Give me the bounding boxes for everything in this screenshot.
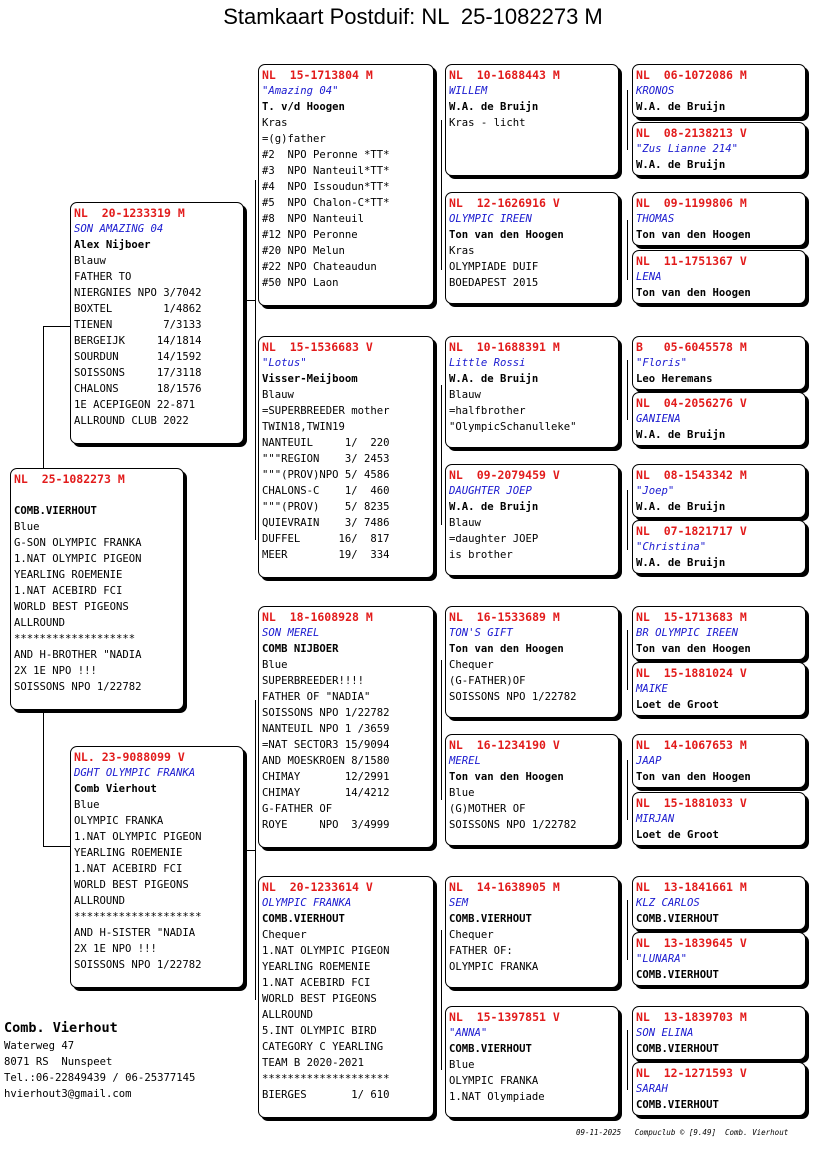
pigeon-name: "Zus Lianne 214" <box>636 143 739 155</box>
connector <box>627 220 628 280</box>
pedigree-card-gen3 <box>445 64 619 176</box>
card-detail-line: BIERGES 1/ 610 <box>262 1089 390 1101</box>
card-detail-line: FATHER TO <box>74 271 132 283</box>
ring-number: NL 10-1688391 M <box>449 340 560 354</box>
ring-number: NL 04-2056276 V <box>636 396 747 410</box>
ring-number: NL 13-1841661 M <box>636 880 747 894</box>
pigeon-name: DGHT OLYMPIC FRANKA <box>74 767 196 779</box>
ring-number: B 05-6045578 M <box>636 340 747 354</box>
card-detail-line: NIERGNIES NPO 3/7042 <box>74 287 202 299</box>
card-detail-line: OLYMPIC FRANKA <box>449 1075 539 1087</box>
pedigree-card-gen4 <box>632 64 806 118</box>
pigeon-name: "Floris" <box>636 357 688 369</box>
pigeon-name: MAIKE <box>636 683 668 695</box>
card-detail-line: 1.NAT Olympiade <box>449 1091 545 1103</box>
connector <box>255 180 256 540</box>
card-detail-line: TWIN18,TWIN19 <box>262 421 345 433</box>
pigeon-name: DAUGHTER JOEP <box>449 485 532 497</box>
card-detail-line: BERGEIJK 14/1814 <box>74 335 202 347</box>
connector <box>627 900 628 960</box>
breeder-address-line: 8071 RS Nunspeet <box>4 1056 113 1068</box>
pigeon-name: SARAH <box>636 1083 668 1095</box>
pedigree-card-gen4 <box>632 662 806 716</box>
pedigree-card-gen3 <box>445 192 619 304</box>
connector <box>441 930 442 1070</box>
card-detail-line: #20 NPO Melun <box>262 245 345 257</box>
ring-number: NL 20-1233319 M <box>74 206 185 220</box>
card-detail-line: OLYMPIC FRANKA <box>449 961 539 973</box>
footer-credit: 09-11-2025 Compuclub © [9.49] Comb. Vierhout <box>576 1128 789 1137</box>
owner-name: COMB.VIERHOUT <box>449 1043 532 1055</box>
owner-name: Comb Vierhout <box>74 783 157 795</box>
card-detail-line: 5.INT OLYMPIC BIRD <box>262 1025 377 1037</box>
pigeon-name: Little Rossi <box>449 357 526 369</box>
card-detail-line: ALLROUND CLUB 2022 <box>74 415 189 427</box>
owner-name: W.A. de Bruijn <box>636 159 726 171</box>
breeder-email[interactable]: hvierhout3@gmail.com <box>4 1088 132 1100</box>
owner-name: W.A. de Bruijn <box>449 501 539 513</box>
owner-name: COMB.VIERHOUT <box>262 913 345 925</box>
owner-name: Ton van den Hoogen <box>636 643 751 655</box>
card-detail-line: SOURDUN 14/1592 <box>74 351 202 363</box>
connector <box>255 700 256 1000</box>
pedigree-card-grandfather-paternal <box>258 64 434 306</box>
card-detail-line: AND H-SISTER "NADIA <box>74 927 196 939</box>
ring-number: NL 20-1233614 V <box>262 880 373 894</box>
card-detail-line: 2X 1E NPO !!! <box>74 943 157 955</box>
card-detail-line: #3 NPO Nanteuil*TT* <box>262 165 390 177</box>
owner-name: W.A. de Bruijn <box>449 373 539 385</box>
pigeon-name: MIRJAN <box>636 813 675 825</box>
card-detail-line: WORLD BEST PIGEONS <box>74 879 189 891</box>
pedigree-card-gen4 <box>632 520 806 574</box>
card-detail-line: Chequer <box>262 929 307 941</box>
owner-name: COMB NIJBOER <box>262 643 339 655</box>
owner-name: Ton van den Hoogen <box>636 229 751 241</box>
pigeon-name: "Amazing 04" <box>262 85 339 97</box>
connector <box>43 846 71 847</box>
connector <box>627 630 628 690</box>
card-detail-line: NANTEUIL 1/ 220 <box>262 437 390 449</box>
card-detail-line: Blue <box>74 799 100 811</box>
card-detail-line: 1.NAT OLYMPIC PIGEON <box>74 831 202 843</box>
owner-name: W.A. de Bruijn <box>636 101 726 113</box>
ring-number: NL 08-2138213 V <box>636 126 747 140</box>
owner-name: COMB.VIERHOUT <box>449 913 532 925</box>
card-detail-line: CHALONS-C 1/ 460 <box>262 485 390 497</box>
connector <box>43 708 44 846</box>
ring-number: NL 15-1397851 V <box>449 1010 560 1024</box>
card-detail-line: 1.NAT OLYMPIC PIGEON <box>14 553 142 565</box>
card-detail-line: WORLD BEST PIGEONS <box>262 993 377 1005</box>
card-detail-line: YEARLING ROEMENIE <box>262 961 371 973</box>
pedigree-card-gen4 <box>632 932 806 986</box>
card-detail-line: """(PROV) 5/ 8235 <box>262 501 390 513</box>
owner-name: COMB.VIERHOUT <box>14 505 97 517</box>
card-detail-line: ROYE NPO 3/4999 <box>262 819 390 831</box>
ring-number: NL 12-1271593 V <box>636 1066 747 1080</box>
pigeon-name: "Christina" <box>636 541 707 553</box>
connector <box>627 360 628 420</box>
ring-number: NL 18-1608928 M <box>262 610 373 624</box>
card-detail-line: TEAM B 2020-2021 <box>262 1057 365 1069</box>
card-detail-line: ******************** <box>262 1073 390 1085</box>
pedigree-card-father <box>70 202 244 444</box>
card-detail-line: #2 NPO Peronne *TT* <box>262 149 390 161</box>
card-detail-line: 2X 1E NPO !!! <box>14 665 97 677</box>
pigeon-name <box>14 487 180 503</box>
pedigree-card-grandfather-maternal <box>258 606 434 848</box>
pedigree-card-gen4 <box>632 792 806 846</box>
ring-number: NL 15-1713804 M <box>262 68 373 82</box>
breeder-address-line: Waterweg 47 <box>4 1040 75 1052</box>
card-detail-line: FATHER OF "NADIA" <box>262 691 371 703</box>
owner-name: Loet de Groot <box>636 699 719 711</box>
owner-name: COMB.VIERHOUT <box>636 1043 719 1055</box>
card-detail-line: SOISSONS NPO 1/22782 <box>14 681 142 693</box>
owner-name: Leo Heremans <box>636 373 713 385</box>
connector <box>244 850 255 851</box>
ring-number: NL 14-1638905 M <box>449 880 560 894</box>
pigeon-name: SON MEREL <box>262 627 320 639</box>
owner-name: Ton van den Hoogen <box>449 771 564 783</box>
pedigree-card-gen4 <box>632 392 806 446</box>
ring-number: NL 13-1839645 V <box>636 936 747 950</box>
pigeon-name: MEREL <box>449 755 481 767</box>
card-detail-line: Blue <box>449 787 475 799</box>
card-detail-line: Kras <box>262 117 288 129</box>
card-detail-line: =SUPERBREEDER mother <box>262 405 390 417</box>
ring-number: NL. 23-9088099 V <box>74 750 185 764</box>
pigeon-name: "LUNARA" <box>636 953 688 965</box>
card-detail-line: SUPERBREEDER!!!! <box>262 675 365 687</box>
pigeon-name: "Joep" <box>636 485 675 497</box>
pedigree-card-mother <box>70 746 244 988</box>
owner-name: Visser-Meijboom <box>262 373 358 385</box>
ring-number: NL 15-1881033 V <box>636 796 747 810</box>
pigeon-name: OLYMPIC IREEN <box>449 213 532 225</box>
card-detail-line: #50 NPO Laon <box>262 277 339 289</box>
card-detail-line: QUIEVRAIN 3/ 7486 <box>262 517 390 529</box>
pedigree-card-grandmother-paternal <box>258 336 434 578</box>
pigeon-name: KLZ CARLOS <box>636 897 700 909</box>
connector <box>627 90 628 150</box>
owner-name: W.A. de Bruijn <box>449 101 539 113</box>
card-detail-line: YEARLING ROEMENIE <box>74 847 183 859</box>
connector <box>441 385 442 525</box>
connector <box>441 120 442 270</box>
connector <box>441 660 442 800</box>
pigeon-name: SEM <box>449 897 469 909</box>
ring-number: NL 15-1536683 V <box>262 340 373 354</box>
card-detail-line: AND MOESKROEN 8/1580 <box>262 755 390 767</box>
pedigree-card-gen4 <box>632 192 806 246</box>
pigeon-name: OLYMPIC FRANKA <box>262 897 352 909</box>
pigeon-name: WILLEM <box>449 85 488 97</box>
card-detail-line: ******************* <box>14 633 136 645</box>
card-detail-line: YEARLING ROEMENIE <box>14 569 123 581</box>
ring-number: NL 06-1072086 M <box>636 68 747 82</box>
card-detail-line: Blue <box>449 1059 475 1071</box>
pedigree-card-gen4 <box>632 1062 806 1116</box>
card-detail-line: Blauw <box>262 389 294 401</box>
pedigree-card-subject <box>10 468 184 710</box>
owner-name: Alex Nijboer <box>74 239 151 251</box>
pedigree-card-gen3 <box>445 336 619 448</box>
pigeon-name: THOMAS <box>636 213 675 225</box>
card-detail-line: 1.NAT ACEBIRD FCI <box>262 977 371 989</box>
pigeon-name: BR OLYMPIC IREEN <box>636 627 739 639</box>
ring-number: NL 12-1626916 V <box>449 196 560 210</box>
pedigree-card-grandmother-maternal <box>258 876 434 1118</box>
card-detail-line: CHALONS 18/1576 <box>74 383 202 395</box>
card-detail-line: SOISSONS NPO 1/22782 <box>74 959 202 971</box>
owner-name: Ton van den Hoogen <box>636 287 751 299</box>
card-detail-line: OLYMPIADE DUIF <box>449 261 539 273</box>
connector <box>627 1030 628 1090</box>
connector <box>627 490 628 550</box>
card-detail-line: WORLD BEST PIGEONS <box>14 601 129 613</box>
card-detail-line: #12 NPO Peronne <box>262 229 358 241</box>
ring-number: NL 15-1881024 V <box>636 666 747 680</box>
card-detail-line: SOISSONS NPO 1/22782 <box>262 707 390 719</box>
pigeon-name: TON'S GIFT <box>449 627 513 639</box>
card-detail-line: #5 NPO Chalon-C*TT* <box>262 197 390 209</box>
pigeon-name: SON ELINA <box>636 1027 694 1039</box>
card-detail-line: (G-FATHER)OF <box>449 675 526 687</box>
card-detail-line: NANTEUIL NPO 1 /3659 <box>262 723 390 735</box>
card-detail-line: G-SON OLYMPIC FRANKA <box>14 537 142 549</box>
card-detail-line: SOISSONS 17/3118 <box>74 367 202 379</box>
card-detail-line: FATHER OF: <box>449 945 513 957</box>
pedigree-card-gen4 <box>632 876 806 930</box>
card-detail-line: Chequer <box>449 929 494 941</box>
owner-name: W.A. de Bruijn <box>636 429 726 441</box>
card-detail-line: "OlympicSchanulleke" <box>449 421 577 433</box>
card-detail-line: Blauw <box>74 255 106 267</box>
card-detail-line: =(g)father <box>262 133 326 145</box>
pigeon-name: LENA <box>636 271 662 283</box>
card-detail-line: ******************** <box>74 911 202 923</box>
pedigree-card-gen4 <box>632 606 806 660</box>
card-detail-line: Kras <box>449 245 475 257</box>
owner-name: Ton van den Hoogen <box>449 229 564 241</box>
card-detail-line: =halfbrother <box>449 405 526 417</box>
connector <box>43 326 71 327</box>
card-detail-line: BOEDAPEST 2015 <box>449 277 539 289</box>
breeder-phone: Tel.:06-22849439 / 06-25377145 <box>4 1072 196 1084</box>
owner-name: Loet de Groot <box>636 829 719 841</box>
pedigree-card-gen4 <box>632 464 806 518</box>
pigeon-name: GANIENA <box>636 413 681 425</box>
pigeon-name: "ANNA" <box>449 1027 488 1039</box>
owner-name: T. v/d Hoogen <box>262 101 345 113</box>
pedigree-card-gen3 <box>445 464 619 576</box>
owner-name: COMB.VIERHOUT <box>636 913 719 925</box>
owner-name: COMB.VIERHOUT <box>636 969 719 981</box>
card-detail-line: #22 NPO Chateaudun <box>262 261 377 273</box>
pedigree-card-gen3 <box>445 734 619 846</box>
owner-name: Ton van den Hoogen <box>636 771 751 783</box>
card-detail-line: #8 NPO Nanteuil <box>262 213 365 225</box>
card-detail-line: CATEGORY C YEARLING <box>262 1041 384 1053</box>
owner-name: COMB.VIERHOUT <box>636 1099 719 1111</box>
card-detail-line: Blauw <box>449 517 481 529</box>
breeder-name: Comb. Vierhout <box>4 1020 118 1036</box>
pigeon-name: JAAP <box>636 755 662 767</box>
card-detail-line: ALLROUND <box>74 895 126 907</box>
card-detail-line: """(PROV)NPO 5/ 4586 <box>262 469 390 481</box>
card-detail-line: (G)MOTHER OF <box>449 803 526 815</box>
card-detail-line: 1.NAT ACEBIRD FCI <box>14 585 123 597</box>
ring-number: NL 13-1839703 M <box>636 1010 747 1024</box>
card-detail-line: SOISSONS NPO 1/22782 <box>449 819 577 831</box>
page-title: Stamkaart Postduif: NL 25-1082273 M <box>223 4 603 29</box>
ring-number: NL 08-1543342 M <box>636 468 747 482</box>
ring-number: NL 09-1199806 M <box>636 196 747 210</box>
pedigree-card-gen3 <box>445 876 619 988</box>
pedigree-card-gen4 <box>632 122 806 176</box>
ring-number: NL 09-2079459 V <box>449 468 560 482</box>
card-detail-line: CHIMAY 14/4212 <box>262 787 390 799</box>
pedigree-card-gen3 <box>445 606 619 718</box>
card-detail-line: BOXTEL 1/4862 <box>74 303 202 315</box>
ring-number: NL 16-1533689 M <box>449 610 560 624</box>
pedigree-card-gen4 <box>632 336 806 390</box>
owner-name: Ton van den Hoogen <box>449 643 564 655</box>
ring-number: NL 14-1067653 M <box>636 738 747 752</box>
card-detail-line: Chequer <box>449 659 494 671</box>
card-detail-line: 1.NAT ACEBIRD FCI <box>74 863 183 875</box>
card-detail-line: G-FATHER OF <box>262 803 333 815</box>
pedigree-card-gen4 <box>632 1006 806 1060</box>
card-detail-line: 1.NAT OLYMPIC PIGEON <box>262 945 390 957</box>
ring-number: NL 07-1821717 V <box>636 524 747 538</box>
card-detail-line: Kras - licht <box>449 117 526 129</box>
card-detail-line: SOISSONS NPO 1/22782 <box>449 691 577 703</box>
card-detail-line: =NAT SECTOR3 15/9094 <box>262 739 390 751</box>
card-detail-line: =daughter JOEP <box>449 533 539 545</box>
card-detail-line: MEER 19/ 334 <box>262 549 390 561</box>
pigeon-name: SON AMAZING 04 <box>74 223 164 235</box>
card-detail-line: Blauw <box>449 389 481 401</box>
pedigree-card-gen4 <box>632 250 806 304</box>
pedigree-card-gen4 <box>632 734 806 788</box>
pigeon-name: KRONOS <box>636 85 675 97</box>
card-detail-line: OLYMPIC FRANKA <box>74 815 164 827</box>
owner-name: W.A. de Bruijn <box>636 557 726 569</box>
card-detail-line: is brother <box>449 549 513 561</box>
pigeon-name: "Lotus" <box>262 357 307 369</box>
card-detail-line: Blue <box>14 521 40 533</box>
breeder-info <box>4 1018 195 1102</box>
card-detail-line: TIENEN 7/3133 <box>74 319 202 331</box>
connector <box>43 326 44 470</box>
pedigree-card-gen3 <box>445 1006 619 1118</box>
owner-name: W.A. de Bruijn <box>636 501 726 513</box>
card-detail-line: ALLROUND <box>14 617 66 629</box>
ring-number: NL 11-1751367 V <box>636 254 747 268</box>
card-detail-line: """REGION 3/ 2453 <box>262 453 390 465</box>
card-detail-line: 1E ACEPIGEON 22-871 <box>74 399 196 411</box>
card-detail-line: Blue <box>262 659 288 671</box>
connector <box>244 300 255 301</box>
ring-number: NL 25-1082273 M <box>14 472 125 486</box>
ring-number: NL 10-1688443 M <box>449 68 560 82</box>
card-detail-line: DUFFEL 16/ 817 <box>262 533 390 545</box>
connector <box>627 760 628 820</box>
ring-number: NL 15-1713683 M <box>636 610 747 624</box>
card-detail-line: #4 NPO Issoudun*TT* <box>262 181 390 193</box>
card-detail-line: ALLROUND <box>262 1009 314 1021</box>
card-detail-line: AND H-BROTHER "NADIA <box>14 649 142 661</box>
ring-number: NL 16-1234190 V <box>449 738 560 752</box>
card-detail-line: CHIMAY 12/2991 <box>262 771 390 783</box>
